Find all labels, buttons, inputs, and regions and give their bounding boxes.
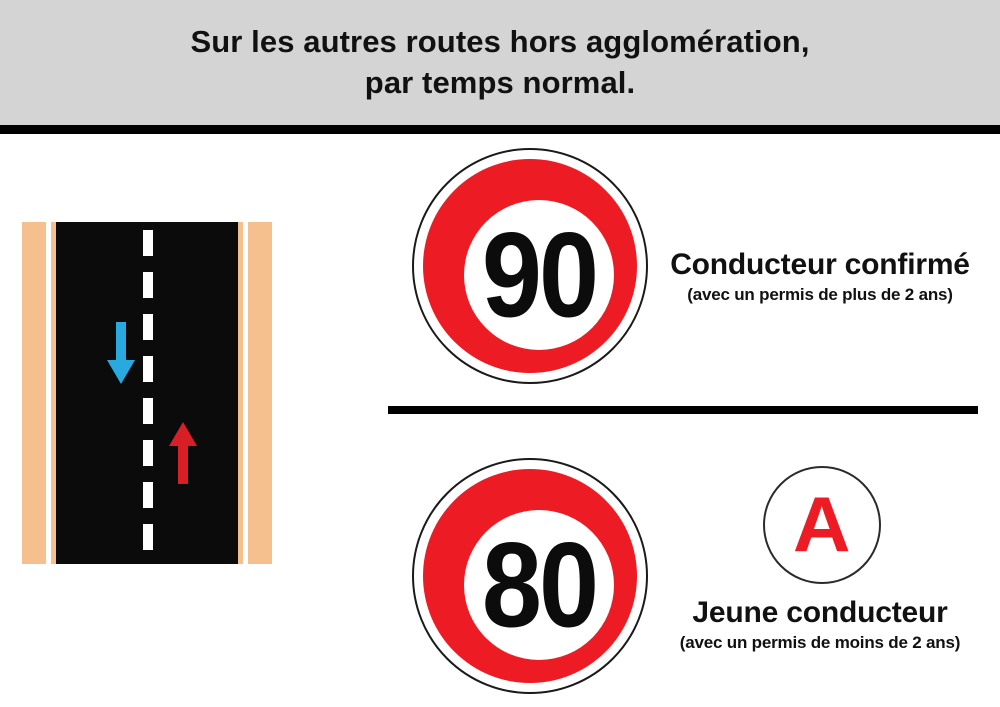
road-edge-line-right [243, 222, 248, 564]
young-driver-a-badge [763, 466, 881, 584]
label-young-driver [650, 596, 990, 653]
header-band [0, 0, 1000, 125]
road-center-dashes [143, 230, 153, 556]
sign-inner-disc [464, 200, 614, 350]
header-divider [0, 125, 1000, 134]
label-young-driver-sub: (avec un permis de moins de 2 ans) [679, 633, 961, 652]
label-confirmed-driver-main: Conducteur confirmé [670, 248, 970, 281]
speed-limit-sign-80 [412, 458, 648, 694]
label-young-driver-main: Jeune conducteur [692, 596, 948, 629]
sign-inner-disc [464, 510, 614, 660]
sign-red-ring [423, 159, 637, 373]
road-illustration [22, 222, 272, 564]
badge-letter-a: A [793, 480, 851, 569]
sign-value-90: 90 [481, 206, 597, 343]
up-arrow-icon [168, 420, 198, 489]
speed-limit-sign-90 [412, 148, 648, 384]
label-confirmed-driver-sub: (avec un permis de plus de 2 ans) [687, 285, 953, 304]
sign-red-ring [423, 469, 637, 683]
header-title [0, 22, 1000, 104]
road-edge-line-left [46, 222, 51, 564]
header-title-line1: Sur les autres routes hors agglomération, [190, 24, 810, 59]
sign-value-80: 80 [481, 516, 597, 653]
sign-rows-divider [388, 406, 978, 414]
down-arrow-icon [106, 322, 136, 391]
header-title-line2: par temps normal. [364, 64, 636, 100]
label-confirmed-driver [655, 248, 985, 305]
